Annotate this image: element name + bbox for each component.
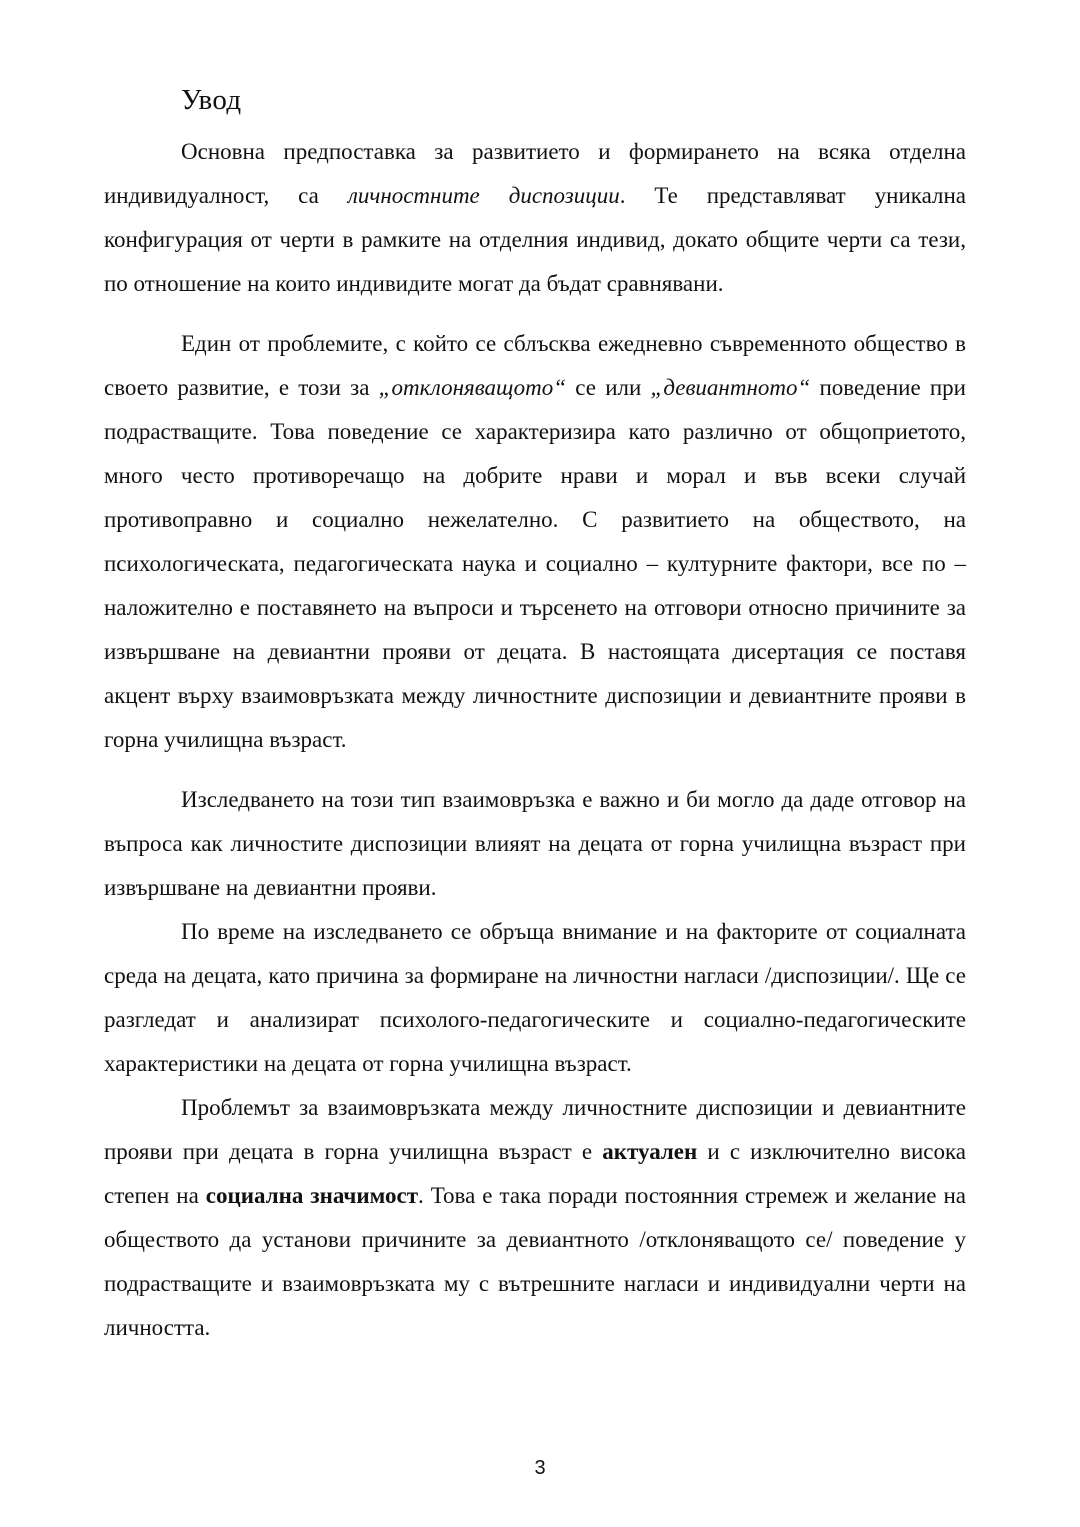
- paragraph-2-emphasis-2: „девиантното“: [650, 375, 811, 400]
- paragraph-2: [104, 322, 966, 762]
- paragraph-1-emphasis: личностните диспозиции: [347, 183, 620, 208]
- paragraph-2-text-e: поведение при подрастващите. Това поведение се характеризира като различно от общоприетото, много често противоречащо на добрите нрави и морал и във всеки случай противоправно и социално нежелателно. С развитието на обществото, на психологическата, педагогическата наука и социално – културните фактори, все по – наложително е поставянето на въпроси и търсенето на отговори относно причините за извършване на девиантни прояви от децата. В настоящата дисертация се поставя акцент върху взаимовръзката между личностните диспозиции и девиантните прояви в горна училищна възраст.: [104, 375, 966, 752]
- paragraph-5-text-a: Проблемът за взаимовръзката между личностните диспозиции и девиантните прояви при децата в горна училищна възраст е: [104, 1095, 966, 1164]
- paragraph-5-bold-2: социална значимост: [205, 1183, 418, 1208]
- paragraph-1-text-c: . Те представляват уникална конфигурация от черти в рамките на отделния индивид, докато общите черти са тези, по отношение на които индивидите могат да бъдат сравнявани.: [104, 183, 966, 296]
- paragraph-5-text-e: . Това е така поради постоянния стремеж и желание на обществото да установи причините за девиантното /отклоняващото се/ поведение у подрастващите и взаимовръзката му с вътрешните нагласи и индивидуални черти на личността.: [104, 1183, 966, 1340]
- paragraph-1-text-a: Основна предпоставка за развитието и формирането на всяка отделна индивидуалност, са: [104, 139, 966, 208]
- paragraph-5-bold-1: актуален: [602, 1139, 698, 1164]
- paragraph-5-text-c: и с изключително висока степен на: [104, 1139, 966, 1208]
- paragraph-5: [104, 1086, 966, 1350]
- paragraph-2-emphasis-1: „отклоняващото“: [378, 375, 567, 400]
- page-content: [104, 80, 966, 1350]
- paragraph-3: Изследването на този тип взаимовръзка е важно и би могло да даде отговор на въпроса как личностите диспозиции влияят на децата от горна училищна възраст при извършване на девиантни прояви.: [104, 787, 966, 900]
- paragraph-1: [104, 130, 966, 306]
- section-heading: Увод: [181, 84, 242, 116]
- paragraph-4: По време на изследването се обръща внимание и на факторите от социалната среда на децата, като причина за формиране на личностни нагласи /диспозиции/. Ще се разгледат и анализират психолого-педагогическите и социално-педагогическите характеристики на децата от горна училищна възраст.: [104, 919, 966, 1076]
- paragraph-2-text-c: се или: [566, 375, 651, 400]
- paragraph-2-text-a: Един от проблемите, с който се сблъсква ежедневно съвременното общество в своето развитие, е този за: [104, 331, 966, 400]
- page-number: 3: [534, 1457, 546, 1479]
